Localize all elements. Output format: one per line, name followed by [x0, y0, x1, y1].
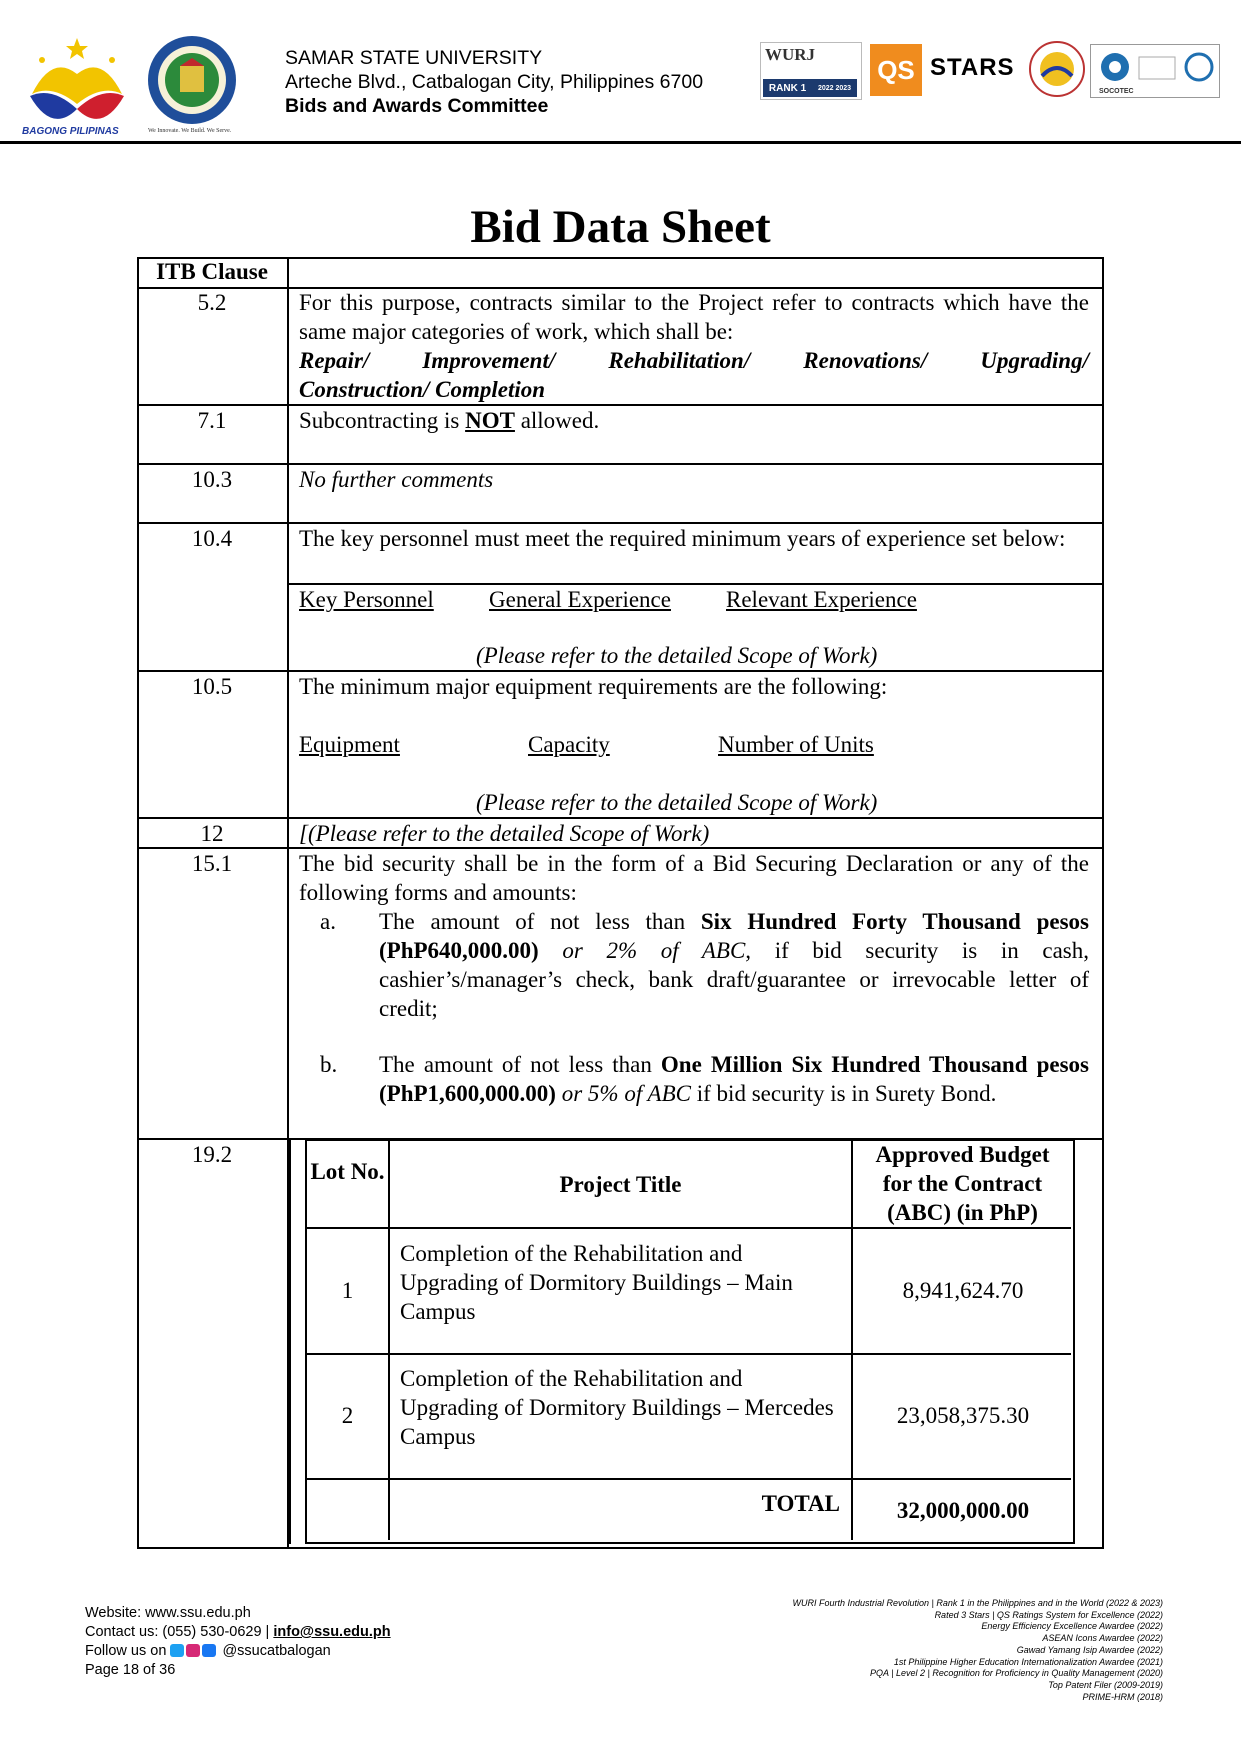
- clause-text: Subcontracting is NOT allowed.: [299, 408, 600, 433]
- award-line: PQA | Level 2 | Recognition for Proficiency in Quality Management (2020): [870, 1668, 1163, 1679]
- project-title: Completion of the Rehabilitation and Upgrading of Dormitory Buildings – Main Campus: [400, 1241, 793, 1324]
- footer-awards: [643, 1598, 1163, 1703]
- col-equipment: Equipment: [299, 732, 400, 757]
- project-title: Completion of the Rehabilitation and Upgrading of Dormitory Buildings – Mercedes Campus: [400, 1366, 834, 1449]
- social-line: Follow us on @ssucatbalogan: [85, 1643, 331, 1659]
- col-relevant-experience: Relevant Experience: [726, 587, 917, 612]
- committee-name: Bids and Awards Committee: [285, 95, 549, 117]
- page-title: Bid Data Sheet: [470, 201, 771, 253]
- total-amount: 32,000,000.00: [896, 1498, 1030, 1523]
- clause-number: 15.1: [191, 851, 233, 876]
- bid-security-surety: The amount of not less than One Million Six Hundred Thousand pesos (PhP1,600,000.00) or 5% of ABC if bid security is in Surety Bond.: [379, 1052, 1089, 1106]
- scope-note: (Please refer to the detailed Scope of Work): [476, 790, 878, 815]
- abc-header: Approved Budget for the Contract (ABC) (in PhP): [875, 1142, 1050, 1225]
- scope-note: (Please refer to the detailed Scope of Work): [476, 643, 878, 668]
- award-line: PRIME-HRM (2018): [1082, 1691, 1163, 1702]
- page-number: Page 18 of 36: [85, 1662, 176, 1678]
- clause-number: 7.1: [197, 408, 227, 433]
- clause-text: The minimum major equipment requirements are the following:: [299, 674, 888, 699]
- work-categories-cont: Construction/ Completion: [299, 377, 546, 402]
- footer-contact: [85, 1604, 391, 1680]
- col-key-personnel: Key Personnel: [299, 587, 434, 612]
- header-divider: [0, 141, 1241, 144]
- col-number-of-units: Number of Units: [718, 732, 874, 757]
- lot-no-header: Lot No.: [310, 1159, 385, 1184]
- qs-logo: QS: [870, 44, 922, 96]
- clause-text: The bid security shall be in the form of a Bid Securing Declaration or any of the following forms and amounts:: [299, 851, 1089, 905]
- svg-text:We Innovate. We Build. We Serv: We Innovate. We Build. We Serve.: [148, 128, 232, 134]
- abc-amount: 23,058,375.30: [896, 1403, 1030, 1428]
- clause-number: 10.5: [191, 674, 233, 699]
- svg-text:SOCOTEC: SOCOTEC: [1099, 88, 1134, 95]
- abc-amount: 8,941,624.70: [902, 1278, 1024, 1303]
- item-marker-a: a.: [320, 909, 336, 934]
- itb-clause-header: ITB Clause: [156, 259, 268, 284]
- clause-number: 10.4: [191, 526, 233, 551]
- facebook-icon[interactable]: [202, 1644, 216, 1657]
- clause-text: No further comments: [299, 467, 494, 492]
- clause-text: For this purpose, contracts similar to the Project refer to contracts which have the same major categories of work, which shall be:: [299, 290, 1089, 344]
- ssu-seal-logo: [142, 34, 242, 134]
- award-line: Top Patent Filer (2009-2019): [1048, 1679, 1163, 1690]
- university-name: SAMAR STATE UNIVERSITY: [285, 47, 543, 69]
- wurj-badge: WURJ RANK 1 2022 2023: [760, 42, 862, 100]
- lot-table-left-rule: [289, 1139, 291, 1544]
- col-capacity: Capacity: [528, 732, 610, 757]
- clause-text: The key personnel must meet the required minimum years of experience set below:: [299, 526, 1066, 551]
- award-line: ASEAN Icons Awardee (2022): [1042, 1633, 1163, 1644]
- svg-text:BAGONG PILIPINAS: BAGONG PILIPINAS: [22, 126, 119, 137]
- lot-row-divider: [305, 1478, 1071, 1480]
- clause-number: 19.2: [191, 1142, 233, 1167]
- award-line: Energy Efficiency Excellence Awardee (2022): [981, 1621, 1163, 1632]
- lot-number: 2: [341, 1403, 354, 1428]
- page-header: [0, 0, 1241, 146]
- award-seal-icon: [1028, 40, 1086, 98]
- award-line: WURI Fourth Industrial Revolution | Rank 1 in the Philippines and in the World (2022 & 2023): [792, 1598, 1163, 1608]
- accreditation-badges: [760, 40, 1220, 100]
- iso-certification-badge: [1090, 44, 1220, 98]
- award-line: 1st Philippine Higher Education Internationalization Awardee (2021): [893, 1656, 1163, 1667]
- bid-security-cash: The amount of not less than Six Hundred Forty Thousand pesos (PhP640,000.00) or 2% of ABC, if bid security is in cash, cashier’s/manager’s check, bank draft/guarantee or irrevocable letter of credit;: [379, 909, 1089, 1021]
- university-address: Arteche Blvd., Catbalogan City, Philippines 6700: [285, 71, 704, 93]
- clause-number: 5.2: [197, 290, 227, 315]
- clause-number: 12: [200, 821, 224, 846]
- project-title-header: Project Title: [559, 1172, 682, 1197]
- col-general-experience: General Experience: [489, 587, 671, 612]
- email-link[interactable]: info@ssu.edu.ph: [273, 1624, 391, 1640]
- award-line: Gawad Yamang Isip Awardee (2022): [1016, 1644, 1163, 1655]
- lot-row-divider: [305, 1353, 1071, 1355]
- twitter-icon[interactable]: [170, 1644, 184, 1657]
- contact-line: Contact us: (055) 530-0629 | info@ssu.edu.ph: [85, 1624, 391, 1640]
- award-line: Rated 3 Stars | QS Ratings System for Excellence (2022): [934, 1609, 1163, 1620]
- website-link[interactable]: Website: www.ssu.edu.ph: [85, 1605, 251, 1621]
- lot-number: 1: [341, 1278, 354, 1303]
- institution-block: [285, 46, 703, 118]
- instagram-icon[interactable]: [186, 1644, 200, 1657]
- clause-text: [(Please refer to the detailed Scope of Work): [299, 821, 710, 846]
- lot-row-divider: [305, 1227, 1071, 1229]
- lot-budget-table: [305, 1139, 1075, 1544]
- item-marker-b: b.: [320, 1052, 338, 1077]
- total-label: TOTAL: [761, 1491, 840, 1516]
- work-categories: Repair/ Improvement/ Rehabilitation/ Renovations/ Upgrading/: [299, 348, 1089, 373]
- qs-stars-label: STARS: [930, 54, 1015, 81]
- bagong-pilipinas-logo: [22, 34, 132, 138]
- clause-number: 10.3: [191, 467, 233, 492]
